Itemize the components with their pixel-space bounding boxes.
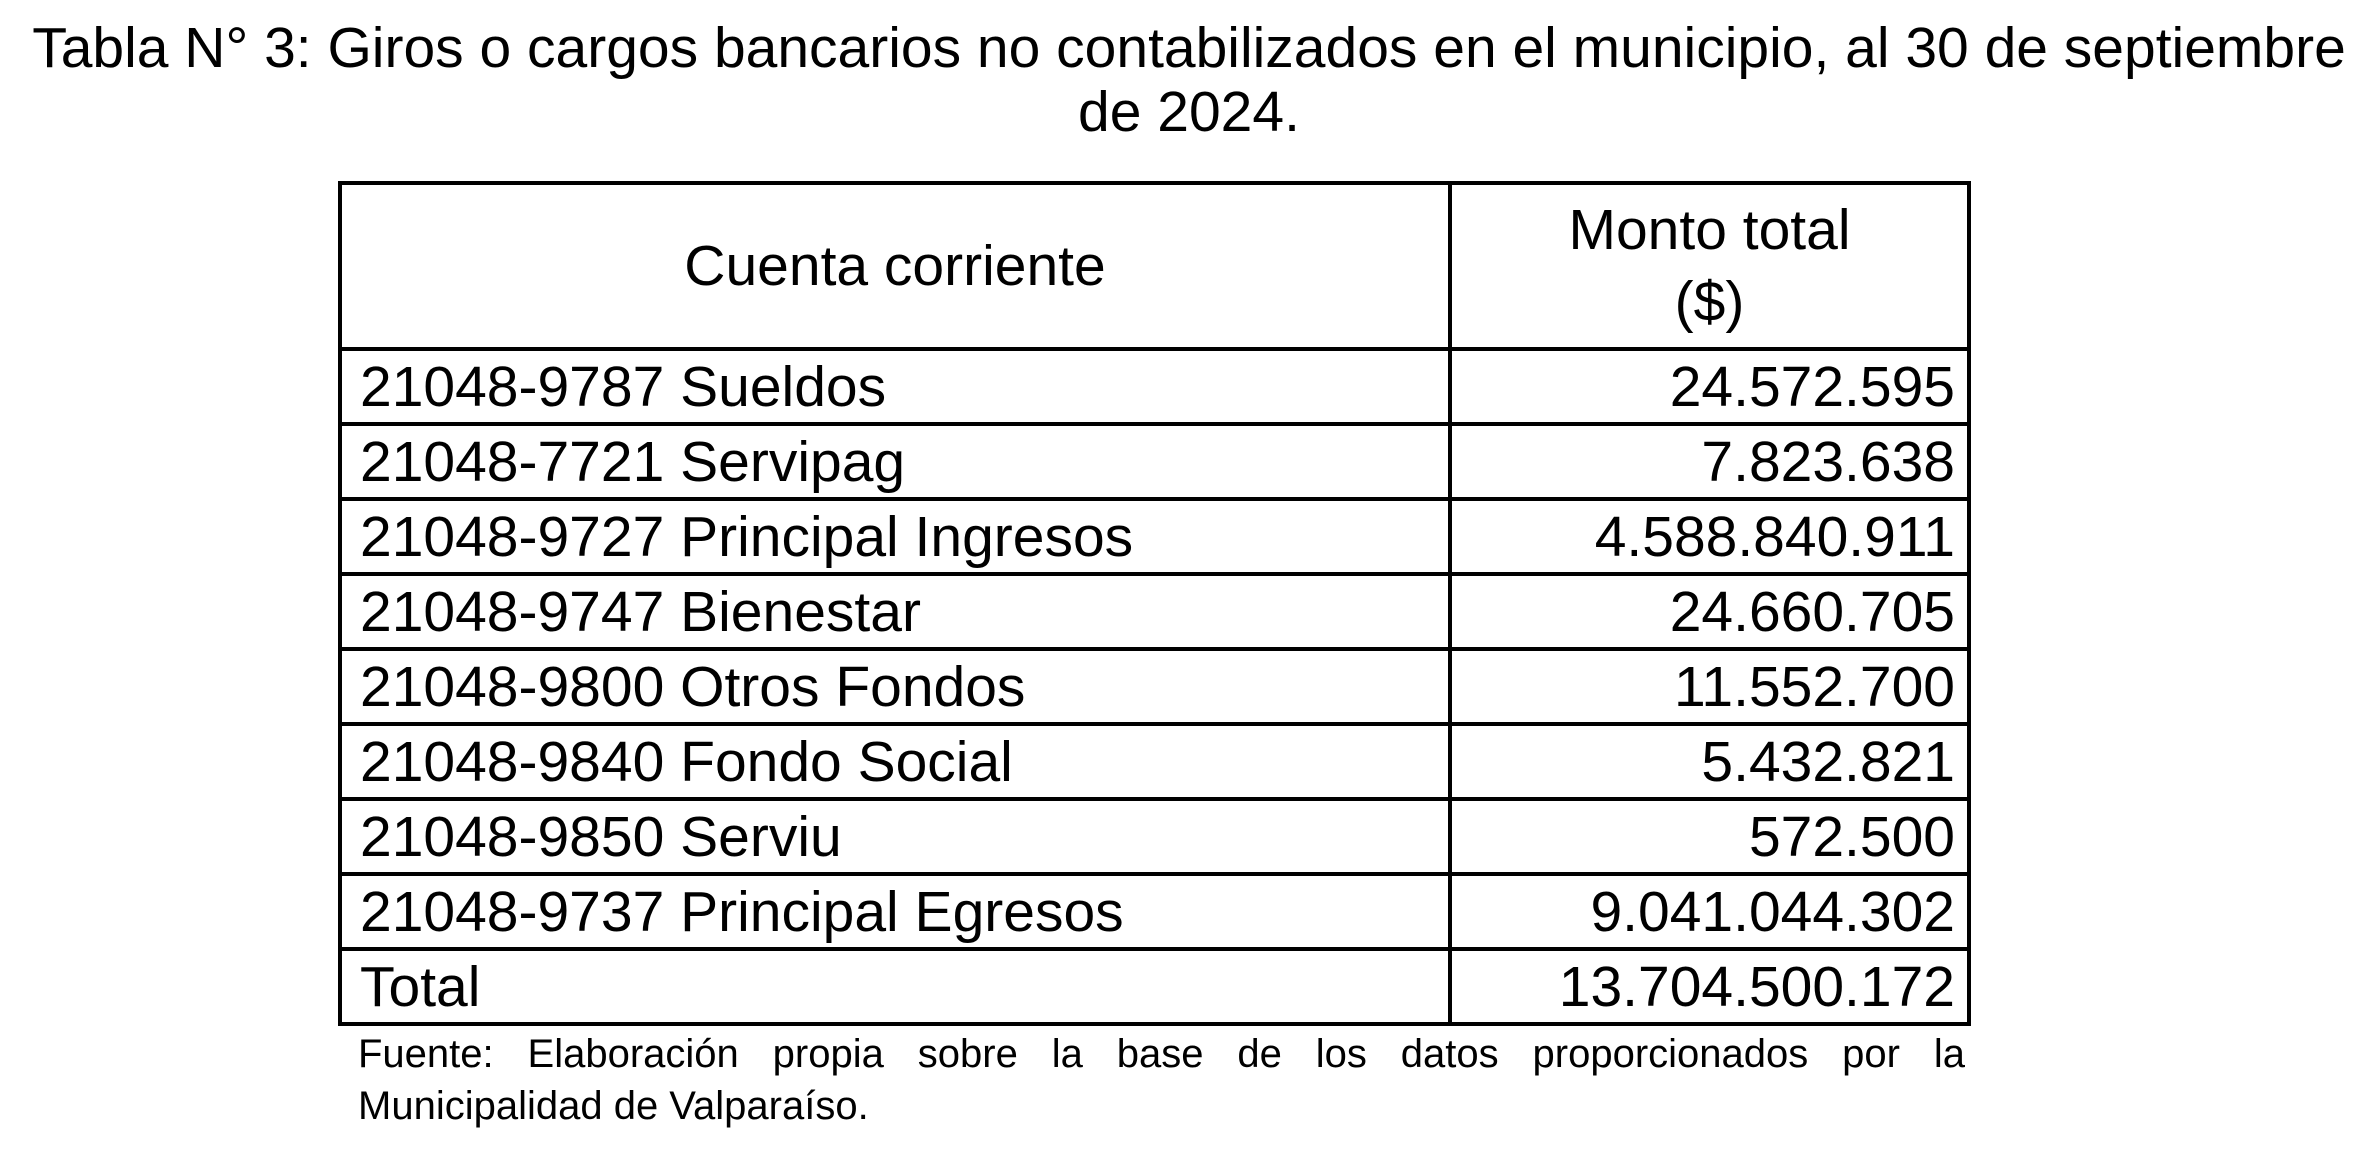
account-cell: 21048-9850 Serviu (340, 799, 1450, 874)
table-row (340, 649, 1969, 724)
account-cell: 21048-9727 Principal Ingresos (340, 499, 1450, 574)
amount-cell: 24.660.705 (1450, 574, 1969, 649)
account-cell: 21048-9800 Otros Fondos (340, 649, 1450, 724)
source-note-line-2: Municipalidad de Valparaíso. (358, 1084, 869, 1128)
caption-line-1: Tabla N° 3: Giros o cargos bancarios no contabilizados en el municipio, al 30 de septiembre (32, 16, 2346, 80)
total-row (340, 949, 1969, 1024)
col-header-amount-line-1: Monto total (1568, 198, 1851, 262)
account-cell: 21048-9737 Principal Egresos (340, 874, 1450, 949)
caption-line-2: de 2024. (1078, 80, 1300, 144)
table-row (340, 499, 1969, 574)
table-row (340, 424, 1969, 499)
total-amount-cell: 13.704.500.172 (1450, 949, 1969, 1024)
table-row (340, 724, 1969, 799)
amount-cell: 24.572.595 (1450, 349, 1969, 424)
amount-cell: 4.588.840.911 (1450, 499, 1969, 574)
account-cell: 21048-9747 Bienestar (340, 574, 1450, 649)
amount-cell: 572.500 (1450, 799, 1969, 874)
total-label-cell: Total (340, 949, 1450, 1024)
col-header-account: Cuenta corriente (340, 183, 1450, 349)
col-header-amount (1450, 183, 1969, 349)
table-row (340, 874, 1969, 949)
amount-cell: 7.823.638 (1450, 424, 1969, 499)
amount-cell: 11.552.700 (1450, 649, 1969, 724)
bank-charges-table (338, 181, 1971, 1026)
table-row (340, 349, 1969, 424)
amount-cell: 5.432.821 (1450, 724, 1969, 799)
account-cell: 21048-7721 Servipag (340, 424, 1450, 499)
account-cell: 21048-9787 Sueldos (340, 349, 1450, 424)
col-header-amount-line-2: ($) (1674, 270, 1745, 334)
amount-cell: 9.041.044.302 (1450, 874, 1969, 949)
table-row (340, 574, 1969, 649)
table-row (340, 799, 1969, 874)
source-note (358, 1028, 1965, 1132)
table-caption (0, 16, 2378, 144)
source-note-line-1: Fuente: Elaboración propia sobre la base de los datos proporcionados por la (358, 1032, 1965, 1076)
account-cell: 21048-9840 Fondo Social (340, 724, 1450, 799)
header-row (340, 183, 1969, 349)
